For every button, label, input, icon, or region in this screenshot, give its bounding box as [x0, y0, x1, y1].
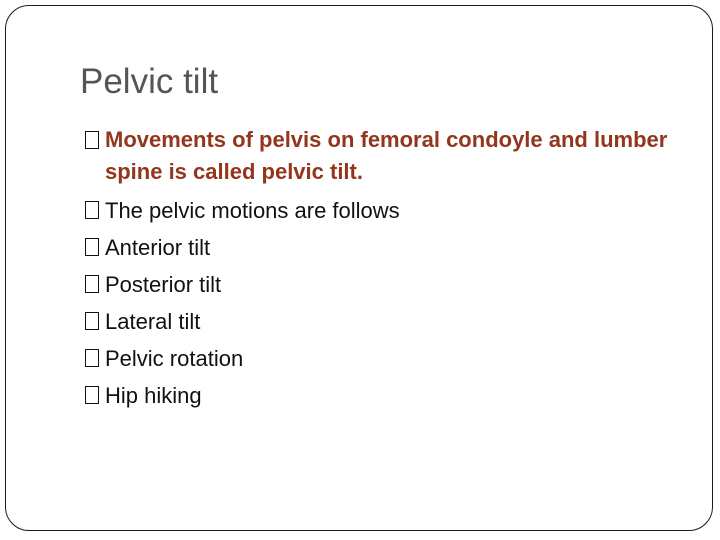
bullet-text: Pelvic rotation	[105, 346, 244, 371]
bullet-item	[85, 266, 695, 303]
bullet-text: Hip hiking	[105, 383, 202, 408]
box-bullet-icon	[85, 312, 99, 330]
bullet-item	[85, 229, 695, 266]
slide-title: Pelvic tilt	[80, 62, 219, 101]
bullet-item	[85, 377, 695, 414]
bullet-text: Posterior tilt	[105, 272, 222, 297]
bullet-text: Anterior tilt	[105, 235, 211, 260]
bullet-item	[85, 192, 695, 229]
bullet-item	[85, 340, 695, 377]
box-bullet-icon	[85, 131, 99, 149]
slide	[5, 5, 713, 531]
box-bullet-icon	[85, 386, 99, 404]
bullet-text: Movements of pelvis on femoral condoyle and lumber spine is called pelvic tilt.	[105, 127, 668, 184]
bullet-item	[85, 124, 695, 192]
box-bullet-icon	[85, 201, 99, 219]
bullet-list	[85, 124, 695, 414]
box-bullet-icon	[85, 349, 99, 367]
bullet-text: Lateral tilt	[105, 309, 201, 334]
bullet-text: The pelvic motions are follows	[105, 198, 400, 223]
bullet-item	[85, 303, 695, 340]
box-bullet-icon	[85, 238, 99, 256]
box-bullet-icon	[85, 275, 99, 293]
